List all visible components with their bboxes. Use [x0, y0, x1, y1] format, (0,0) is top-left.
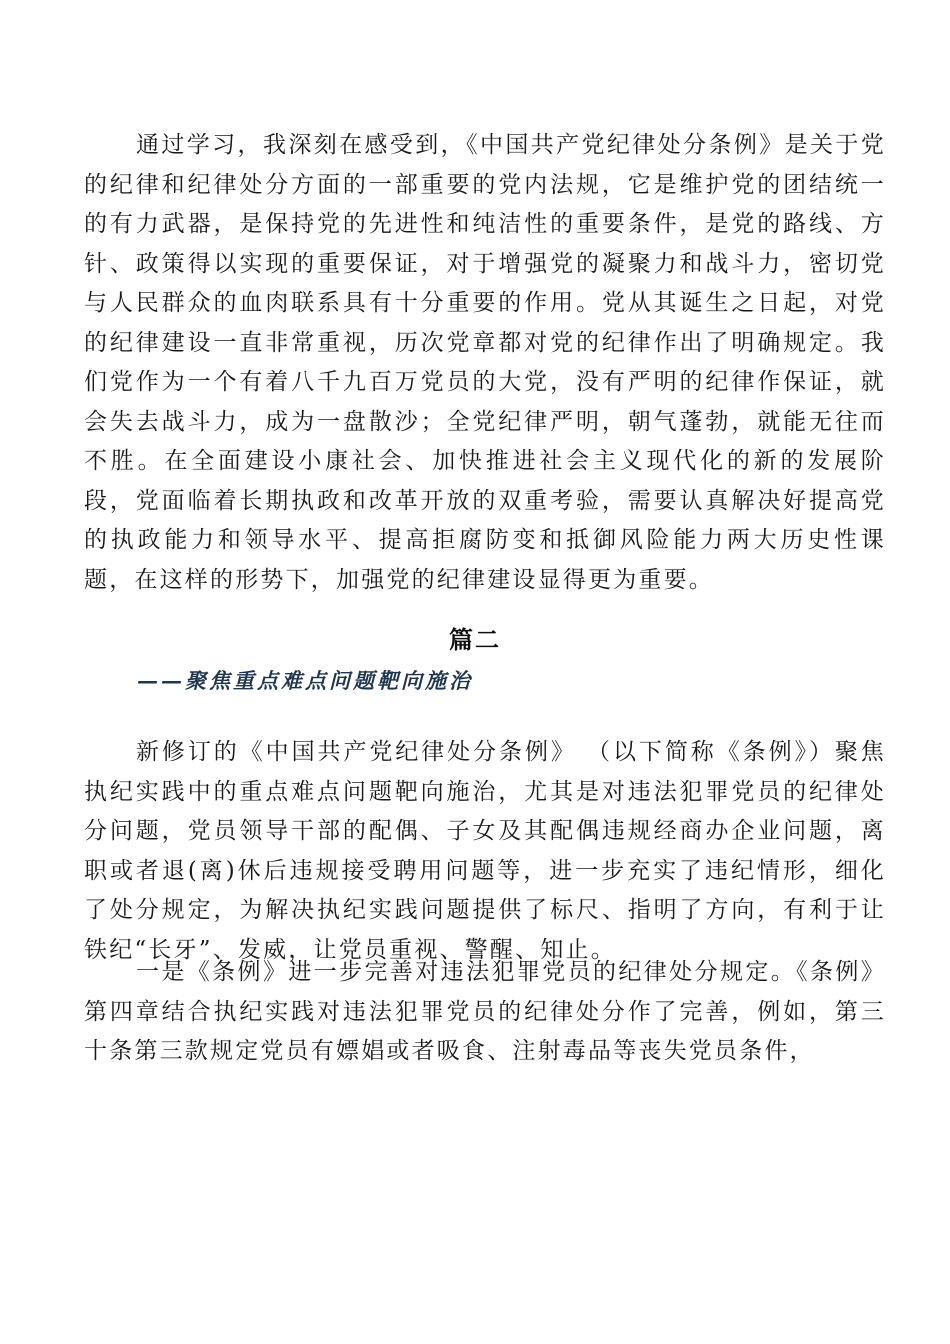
body-paragraph-3: 一是《条例》进一步完善对违法犯罪党员的纪律处分规定。《条例》第四章结合执纪实践对违法犯罪党员的纪律处分作了完善，例如，第三十条第三款规定党员有嫖娼或者吸食、注射毒品等丧失党员条件， — [84, 959, 886, 1064]
body-paragraph-1: 通过学习，我深刻在感受到，《中国共产党纪律处分条例》是关于党的纪律和纪律处分方面的一部重要的党内法规，它是维护党的团结统一的有力武器，是保持党的先进性和纯洁性的重要条件，是党的路线、方针、政策得以实现的重要保证，对于增强党的凝聚力和战斗力，密切党与人民群众的血肉联系具有十分重要的作用。党从其诞生之日起，对党的纪律建设一直非常重视，历次党章都对党的纪律作出了明确规定。我们党作为一个有着八千九百万党员的大党，没有严明的纪律作保证，就会失去战斗力，成为一盘散沙；全党纪律严明，朝气蓬勃，就能无往而不胜。在全面建设小康社会、加快推进社会主义现代化的新的发展阶段，党面临着长期执政和改革开放的双重考验，需要认真解决好提高党的执政能力和领导水平、提高拒腐防变和抵御风险能力两大历史性课题，在这样的形势下，加强党的纪律建设显得更为重要。 — [84, 132, 886, 593]
section-subtitle: ——聚焦重点难点问题靶向施治 — [137, 668, 473, 693]
section-title: 篇二 — [449, 626, 501, 654]
body-paragraph-2: 新修订的《中国共产党纪律处分条例》 （以下简称《条例》）聚焦执纪实践中的重点难点问题靶向施治，尤其是对违法犯罪党员的纪律处分问题，党员领导干部的配偶、子女及其配偶违规经商办企业问题，离职或者退(离)休后违规接受聘用问题等，进一步充实了违纪情形，细化了处分规定，为解决执纪实践问题提供了标尺、指明了方向，有利于让铁纪“长牙”、发威，让党员重视、警醒、知止。 — [84, 739, 886, 963]
